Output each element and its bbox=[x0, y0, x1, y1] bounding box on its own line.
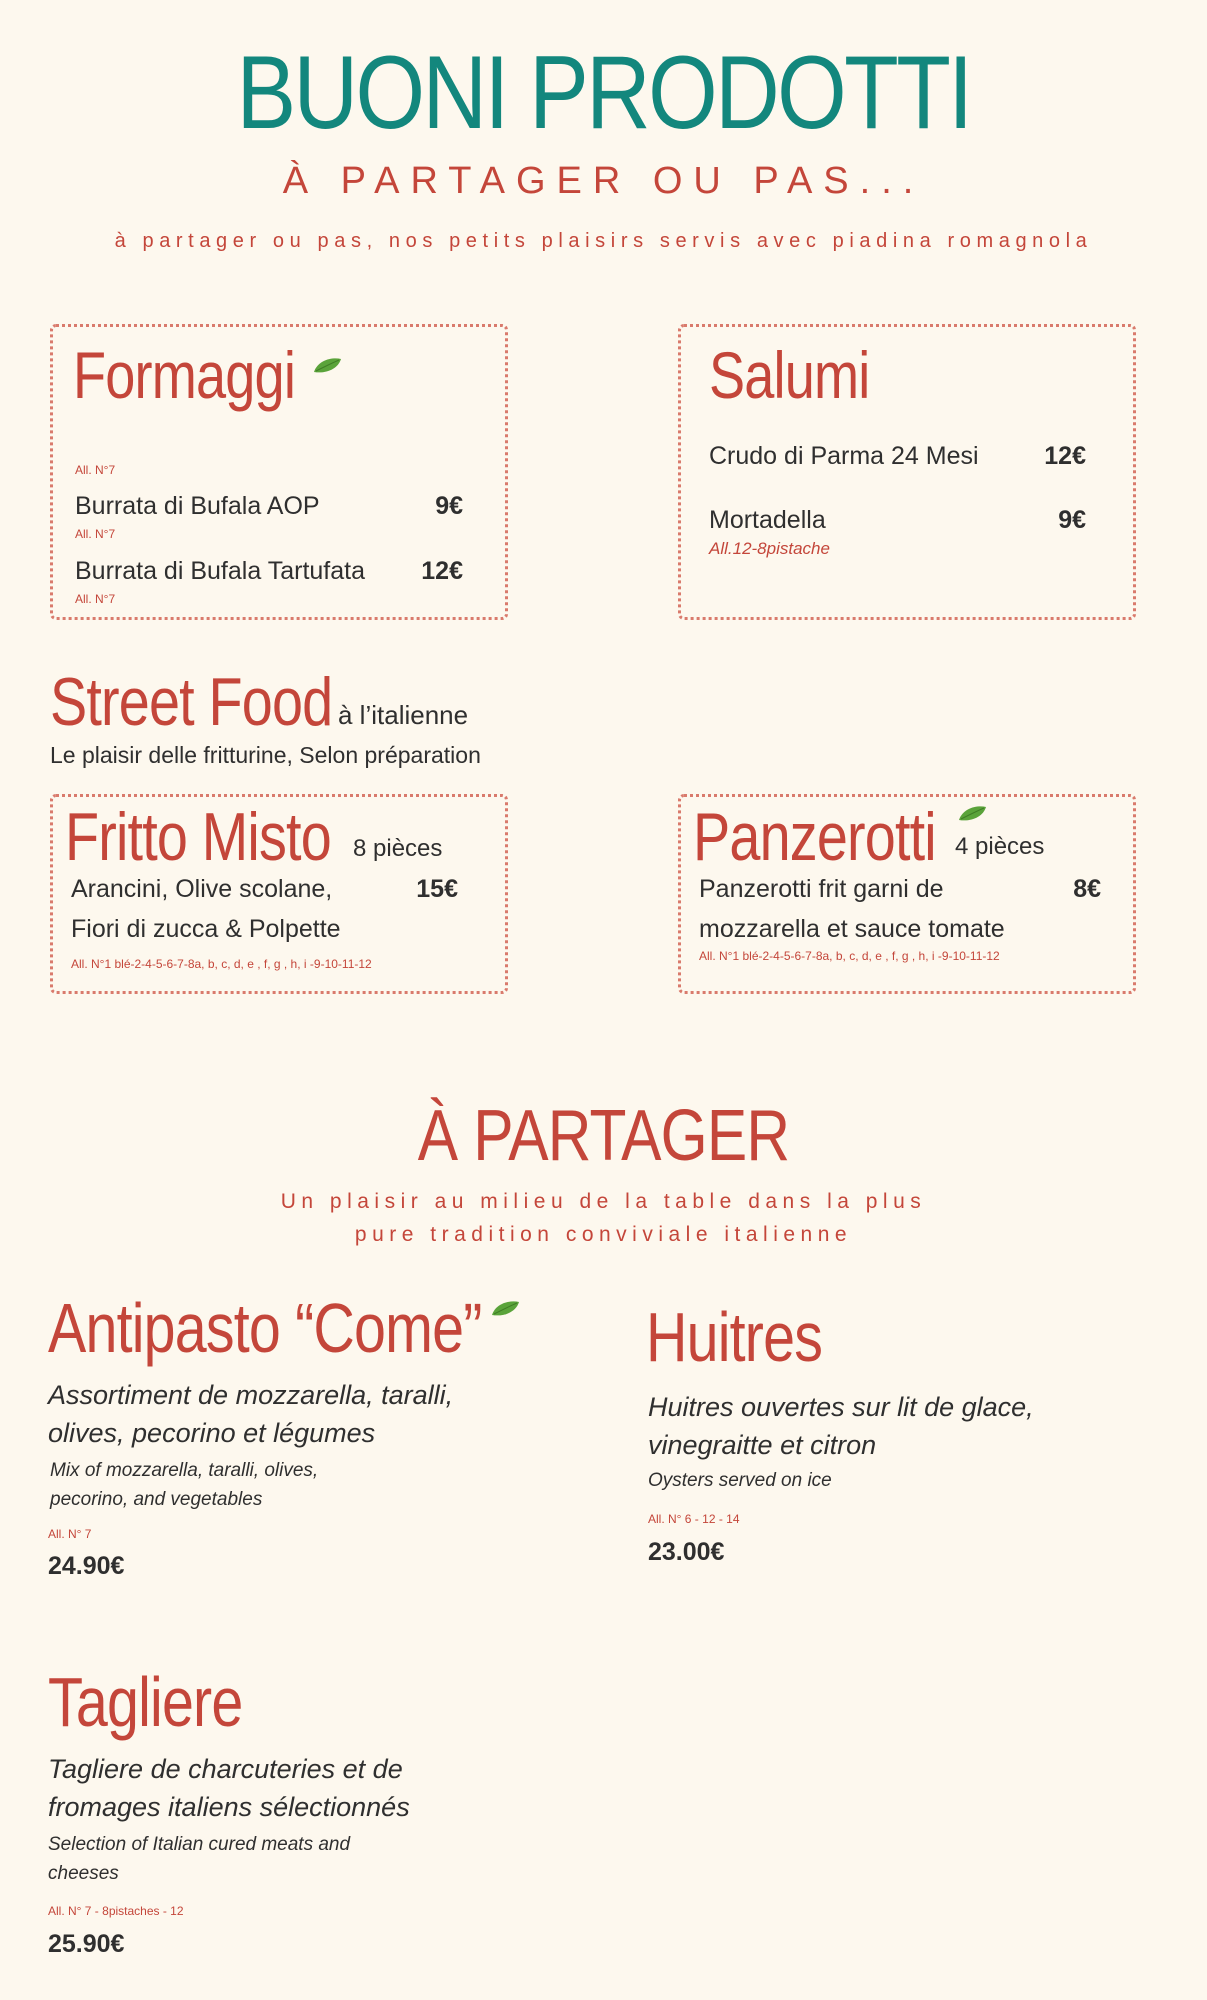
formaggi-item-1-allergen: All. N°7 bbox=[75, 527, 116, 541]
formaggi-section bbox=[50, 324, 508, 620]
panzerotti-desc-line2: mozzarella et sauce tomate bbox=[699, 915, 1005, 943]
page-title: BUONI PRODOTTI bbox=[236, 35, 971, 151]
antipasto-allergen: All. N° 7 bbox=[48, 1527, 92, 1541]
fritto-misto-desc-line2: Fiori di zucca & Polpette bbox=[71, 915, 341, 943]
leaf-icon bbox=[490, 1300, 520, 1317]
salumi-item-2-price: 9€ bbox=[1058, 506, 1086, 534]
tagliere-title: Tagliere bbox=[48, 1663, 243, 1741]
leaf-icon bbox=[957, 805, 987, 822]
fritto-misto-section bbox=[50, 794, 508, 994]
panzerotti-pieces: 4 pièces bbox=[955, 833, 1045, 860]
formaggi-item-1-name: Burrata di Bufala AOP bbox=[75, 492, 320, 520]
page-tagline: à partager ou pas, nos petits plaisirs servis avec piadina romagnola bbox=[114, 230, 1093, 252]
panzerotti-allergen: All. N°1 blé-2-4-5-6-7-8a, b, c, d, e , f, g , h, i -9-10-11-12 bbox=[699, 949, 1000, 963]
a-partager-line2: pure tradition conviviale italienne bbox=[354, 1223, 853, 1246]
salumi-item-2-allergen: All.12-8pistache bbox=[709, 539, 830, 558]
tagliere-desc-fr-2: fromages italiens sélectionnés bbox=[48, 1792, 410, 1822]
street-food-title: Street Food bbox=[50, 664, 333, 740]
antipasto-desc-fr-2: olives, pecorino et légumes bbox=[48, 1418, 376, 1448]
huitres-desc-en-1: Oysters served on ice bbox=[648, 1470, 832, 1491]
formaggi-allergen-top: All. N°7 bbox=[75, 463, 116, 477]
tagliere-desc-fr-1: Tagliere de charcuteries et de bbox=[48, 1754, 403, 1784]
tagliere-price: 25.90€ bbox=[48, 1930, 125, 1958]
antipasto-desc-en-2: pecorino, and vegetables bbox=[50, 1489, 263, 1510]
street-food-title-suffix: à l’italienne bbox=[338, 700, 469, 730]
salumi-item-1-price: 12€ bbox=[1044, 442, 1086, 470]
fritto-misto-title: Fritto Misto bbox=[65, 799, 331, 875]
salumi-item-2-name: Mortadella bbox=[709, 506, 826, 534]
salumi-item-1-name: Crudo di Parma 24 Mesi bbox=[709, 442, 979, 470]
tagliere-allergen: All. N° 7 - 8pistaches - 12 bbox=[48, 1904, 184, 1918]
street-food-subtitle: Le plaisir delle fritturine, Selon préparation bbox=[50, 742, 481, 768]
panzerotti-price: 8€ bbox=[1073, 875, 1101, 903]
antipasto-price: 24.90€ bbox=[48, 1552, 125, 1580]
huitres-price: 23.00€ bbox=[648, 1538, 725, 1566]
huitres-title: Huitres bbox=[646, 1298, 823, 1376]
leaf-icon bbox=[312, 357, 342, 374]
panzerotti-desc-line1: Panzerotti frit garni de bbox=[699, 875, 944, 903]
huitres-desc-fr-2: vinegraitte et citron bbox=[648, 1430, 877, 1460]
antipasto-desc-en-1: Mix of mozzarella, taralli, olives, bbox=[50, 1460, 319, 1481]
huitres-desc-fr-1: Huitres ouvertes sur lit de glace, bbox=[648, 1392, 1034, 1422]
salumi-section bbox=[678, 324, 1136, 620]
huitres-allergen: All. N° 6 - 12 - 14 bbox=[648, 1512, 740, 1526]
fritto-misto-desc-line1: Arancini, Olive scolane, bbox=[71, 875, 333, 903]
tagliere-desc-en-2: cheeses bbox=[48, 1863, 119, 1884]
formaggi-item-2-price: 12€ bbox=[421, 557, 463, 585]
fritto-misto-allergen: All. N°1 blé-2-4-5-6-7-8a, b, c, d, e , f, g , h, i -9-10-11-12 bbox=[71, 957, 372, 971]
a-partager-title: À PARTAGER bbox=[417, 1096, 790, 1176]
tagliere-desc-en-1: Selection of Italian cured meats and bbox=[48, 1834, 351, 1855]
a-partager-line1: Un plaisir au milieu de la table dans la plus bbox=[280, 1190, 927, 1213]
panzerotti-title: Panzerotti bbox=[693, 799, 936, 875]
formaggi-title: Formaggi bbox=[73, 338, 296, 412]
antipasto-desc-fr-1: Assortiment de mozzarella, taralli, bbox=[48, 1380, 454, 1410]
salumi-title: Salumi bbox=[709, 338, 870, 412]
formaggi-item-1-price: 9€ bbox=[435, 492, 463, 520]
fritto-misto-pieces: 8 pièces bbox=[353, 835, 443, 862]
formaggi-item-2-allergen: All. N°7 bbox=[75, 592, 116, 606]
page-subtitle: À PARTAGER OU PAS... bbox=[282, 160, 925, 202]
antipasto-title: Antipasto “Come” bbox=[48, 1289, 482, 1367]
formaggi-item-2-name: Burrata di Bufala Tartufata bbox=[75, 557, 365, 585]
panzerotti-section bbox=[678, 794, 1136, 994]
fritto-misto-price: 15€ bbox=[416, 875, 458, 903]
